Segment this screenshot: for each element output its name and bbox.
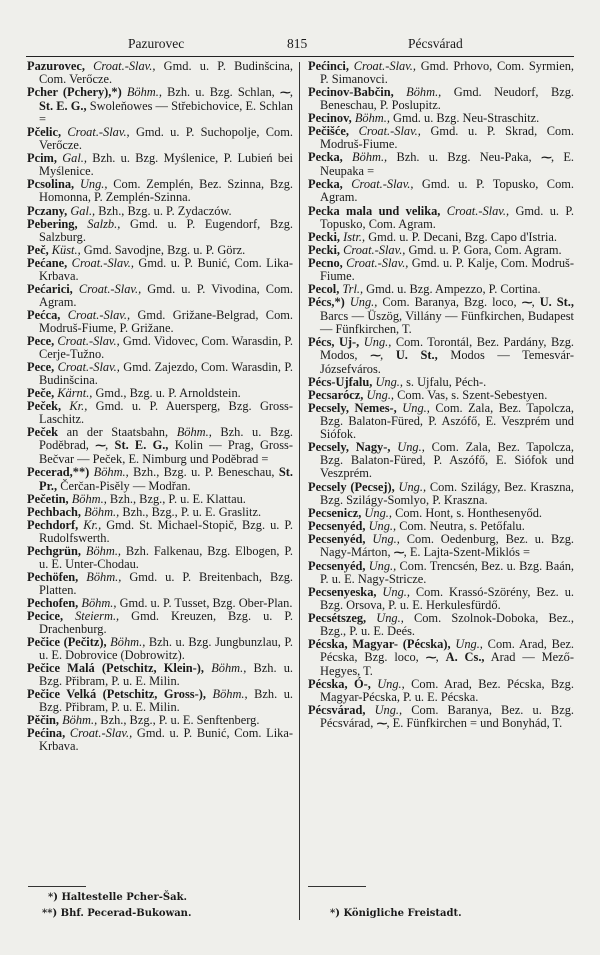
gazetteer-entry [27,727,293,753]
entry-text: , E. Lajta-Szent-Miklós = [403,544,531,559]
gazetteer-entry [308,612,574,638]
header-rule [26,56,574,57]
entry-term: Pece, [27,360,55,375]
entry-region: Ung., [74,177,108,192]
entry-region: Croat.-Slav., [61,125,130,140]
gazetteer-entry [308,560,574,586]
entry-text: Gmd. Zajezdo, Com. Warasdin, P. Budinšcina. [39,360,294,388]
entry-term: Pecice, [27,608,64,623]
entry-region: Ung., [372,375,403,390]
gazetteer-entry [27,309,293,335]
entry-term: U. St., [395,348,438,363]
post-horn-icon: ⁓ [393,546,404,559]
entry-text: Gmd. u. P. Budinšcina, Com. Verőcze. [39,59,294,87]
entry-region: Croat.-Slav., [65,726,133,741]
entry-region: Böhm., [205,687,248,702]
entry-term: Pecsenyéd, [308,518,366,533]
entry-text: Bzh. u. Bzg. Přibram, P. u. E. Milin. [39,661,294,689]
entry-term: St. E. G., [114,438,169,453]
gazetteer-entry [27,152,293,178]
entry-region: Croat.-Slav., [342,177,414,192]
entry-text: Bzh. u. Bzg. Poděbrad, [39,425,294,453]
entry-term: Pecka mala und velika, [308,203,441,218]
entry-term: Pécs-Ujfalu, [308,375,373,390]
entry-term: Pechofen, [27,595,79,610]
entry-text: Gmd. u. P. Bunić, Com. Lika-Krbava. [39,726,293,754]
entry-term: Pećca, [27,307,61,322]
entry-text: Bzh. u. Bzg. Neu-Paka, [387,150,541,165]
entry-region: Kr., [78,517,102,532]
entry-text: Com. Baranya, Bzg. loco, [377,294,522,309]
gazetteer-entry [308,86,574,112]
entry-term: Pecsely, Nagy-, [308,440,391,455]
entry-text: Gmd. u. P. Kalje, Com. Modruš-Fiume. [320,255,575,283]
entry-region: Böhm., [393,85,442,100]
entry-region: Ung., [370,677,405,692]
post-horn-icon: ⁓ [95,440,106,453]
entry-text: Com. Arad, Bez. Pécska, Bzg. loco, [320,637,574,665]
entry-text: Bzh. u. Bzg. Myślenice, P. Lubień bei Myślenice. [39,151,293,179]
entry-region: Croat.-Slav., [54,333,120,348]
entry-text: Gmd. Grižane-Belgrad, Com. Modruš-Fiume, P. Grižane. [39,307,294,335]
gazetteer-entry [308,178,574,204]
entry-region: Croat.-Slav., [348,124,421,139]
post-horn-icon: ⁓ [370,350,381,363]
entry-term: Pećarici, [27,281,73,296]
entry-region: Böhm., [81,543,122,558]
gazetteer-entry [27,519,293,545]
entry-term: Pecol, [308,281,340,296]
entry-text: Barcs — Üszög, Villány — Fünfkirchen, Budapest — Fünfkirchen, T. [320,308,574,336]
entry-region: Ung., [396,401,430,416]
entry-text: Bzh. u. Bzg. Přibram, P. u. E. Milin. [39,687,293,715]
entry-term: Pećina, [27,726,66,741]
entry-text: Com. Zala, Bez. Tapolcza, Bzg. Balaton-Füred, P. Aszófő, E. Veszprém und Siófok. [320,401,574,442]
entry-term: Pěčin, [27,713,59,728]
entry-region: Ung., [365,518,397,533]
entry-term: Pechöfen, [27,569,79,584]
entry-term: Pécska, Ó-, [308,677,371,692]
entry-term: Pécsvárad, [308,703,366,718]
entry-text: , E. Fünfkirchen = und Bonyhád, T. [386,716,563,731]
entry-term: Pechgrün, [27,543,82,558]
entry-term: Peček, [27,399,62,414]
entry-text: Com. Oedenburg, Bez. u. Bzg. Nagy-Márton, [320,531,574,559]
entry-term: Pecsétszeg, [308,610,367,625]
entry-text: Gmd. u. P. Auersperg, Bzg. Gross-Laschitz. [39,399,293,427]
post-horn-icon: ⁓ [540,152,551,165]
entry-region: Böhm., [106,635,146,650]
page-number: 815 [287,36,308,51]
entry-region: Steierm., [63,608,120,623]
entry-text: Com. Szolnok-Doboka, Bez., Bzg., P. u. E. Deés. [320,610,574,639]
post-horn-icon: ⁓ [279,87,290,100]
gazetteer-entry [308,402,574,441]
entry-region: Böhm., [78,595,117,610]
entry-text: s. Ujfalu, Péch-. [402,375,487,390]
entry-text: Gmd. Vidovec, Com. Warasdin, P. Cerje-Tužno. [39,333,294,362]
entry-term: A. Cs., [445,650,485,665]
entry-term: Peček [27,425,58,440]
entry-term: Pecka, [308,177,343,192]
gazetteer-entry [27,361,293,387]
gazetteer-entry [27,636,293,662]
post-horn-icon: ⁓ [521,296,532,309]
gazetteer-entry [308,151,574,178]
entry-text: Gmd. u. P. Suchopolje, Com. Verőcze. [39,125,293,153]
entry-term: Pecsenicz, [308,505,362,520]
gazetteer-entry [27,688,293,714]
entry-term: Pčelic, [27,125,62,140]
gazetteer-entry [27,610,293,636]
entry-text: Gmd. u. P. Eugendorf, Bzg. Salzburg. [39,216,293,244]
entry-region: Ung., [376,584,410,599]
post-horn-icon: ⁓ [425,652,436,665]
gazetteer-entry [27,426,293,466]
entry-text: Gmd. u. P. Tusset, Bzg. Ober-Plan. [116,595,293,610]
footnote: *) Haltestelle Pcher-Šak. [48,892,187,903]
gazetteer-entry [27,86,293,126]
entry-text: Gmd., Bzg. u. P. Arnoldstein. [92,386,241,401]
gazetteer-entry [308,704,574,731]
entry-text: Bzh. Falkenau, Bzg. Elbogen, P. u. E. Unter-Chodau. [39,543,294,571]
entry-text: , E. Neupaka = [320,150,574,179]
entry-term: Pečice (Pečitz), [27,635,107,650]
gazetteer-entry [27,283,293,309]
footnote-rule-right [308,886,366,887]
running-head-left: Pazurovec [128,36,185,51]
entry-text: Bzh., Bzg., P. u. E. Graslitz. [119,504,262,519]
entry-term: Pece, [27,333,55,348]
entry-text: Gmd. Neudorf, Bzg. Beneschau, P. Poslupitz. [320,85,574,113]
entry-region: Böhm., [121,85,162,100]
gazetteer-entry [27,400,293,426]
entry-text: Gmd. u. Bzg. Ampezzo, P. Cortina. [363,281,541,296]
entry-text: Com. Zala, Bez. Tapolcza, Bzg. Balaton-Füred, P. Aszófő, E. Siófok und Veszprém. [320,440,575,481]
entry-region: Croat.-Slav., [67,255,134,270]
entry-region: Böhm., [89,465,129,480]
entry-term: U. St., [539,294,574,309]
entry-region: Böhm., [342,150,388,165]
gazetteer-entry [27,545,293,571]
entry-text: Kolin — Prag, Gross-Bečvar — Peček, E. Nimburg und Poděbrad = [39,438,293,467]
entry-text: Com. Neutra, s. Petőfalu. [396,518,525,533]
entry-text: Bzh., Bzg., P. u. E. Klattau. [106,491,246,506]
entry-text: Com. Vas, s. Szent-Sebestyen. [394,388,548,403]
entry-text: , [531,294,540,309]
entry-term: Pecsenyéd, [308,558,366,573]
entry-term: Pečišće, [308,124,349,139]
entry-region: Küst., [48,242,81,257]
entry-term: Pečice Malá (Petschitz, Klein-), [27,661,205,676]
entry-text: Gmd. Kreuzen, Bzg. u. P. Drachenburg. [39,608,293,637]
entry-term: Pebering, [27,216,78,231]
entry-text: , [105,438,115,453]
gazetteer-entry [308,533,574,560]
running-head-right: Pécsvárad [408,36,463,51]
gazetteer-entry [27,178,293,204]
entry-region: Ung., [390,440,425,455]
entry-term: Pecsely, Nemes-, [308,401,397,416]
entry-region: Istr., [340,229,366,244]
entry-term: Pazurovec, [27,59,85,73]
entry-text: , [380,348,396,363]
entry-text: an der Staatsbahn, [57,425,177,440]
entry-region: Böhm., [351,111,390,126]
entry-region: Ung., [361,505,392,520]
gazetteer-entry [308,257,574,283]
entry-region: Ung., [365,703,403,718]
entry-region: Böhm., [81,504,120,519]
entry-region: Gal., [56,151,88,166]
gazetteer-entry [308,60,574,86]
gazetteer-entry [27,335,293,361]
entry-region: Böhm., [78,569,122,584]
entry-region: Croat.-Slav., [340,242,406,257]
gazetteer-entry [308,125,574,151]
entry-region: Ung., [394,479,427,494]
entry-term: Pechbach, [27,504,82,519]
gazetteer-entry [27,60,293,86]
entry-region: Gal., [67,203,96,218]
entry-term: Pecsarócz, [308,388,364,403]
entry-term: Pechdorf, [27,517,79,532]
gazetteer-entry [27,218,293,244]
entry-region: Croat.-Slav., [84,59,156,73]
entry-text: Gmd. St. Michael-Stopič, Bzg. u. P. Rudolfswerth. [39,517,293,545]
entry-term: Pecki, [308,242,340,257]
post-horn-icon: ⁓ [376,718,387,731]
entry-term: Peč, [27,242,49,257]
footnote-rule-left [28,886,86,887]
column-divider [299,62,300,920]
gazetteer-entry [27,662,293,688]
entry-region: Böhm., [59,713,98,728]
gazetteer-entry [308,678,574,704]
entry-text: Bzh. u. Bzg. Schlan, [161,85,280,100]
entry-region: Ung., [344,294,378,309]
entry-region: Croat.-Slav., [54,360,120,375]
gazetteer-entry [27,126,293,152]
entry-text: Gmd. u. P. Vivodina, Com. Agram. [39,281,294,309]
entry-region: Croat.-Slav., [342,255,409,270]
entry-term: Pecki, [308,229,340,244]
entry-region: Ung., [359,334,392,349]
entry-text: Gmd. u. P. Skrad, Com. Modruš-Fiume. [320,124,574,152]
entry-term: Pecinov, [308,111,352,126]
entry-region: Ung., [363,388,395,403]
entry-term: Pecsenyeska, [308,584,377,599]
footnote: **) Bhf. Pecerad-Bukowan. [42,908,192,919]
entry-term: Pecka, [308,150,343,165]
entry-text: Gmd. u. P. Topusko, Com. Agram. [320,203,574,231]
entry-region: Ung., [365,531,400,546]
footnote: *) Königliche Freistadt. [330,908,462,919]
entry-text: Bzh. u. Bzg. Jungbunzlau, P. u. E. Dobrovice (Dobrowitz). [39,635,294,663]
entry-region: Croat.-Slav., [440,203,510,218]
entry-term: Pécs, Uj-, [308,334,360,349]
entry-text: Swoleňowes — Střebichovice, E. Schlan = [39,99,293,127]
entry-text: Modos — Temesvár-Józsefváros. [320,348,575,377]
gazetteer-entry [27,257,293,283]
entry-text: Čerčan-Pisěly — Modřan. [57,478,191,493]
entry-term: Pecsenyéd, [308,531,366,546]
gazetteer-entry [27,466,293,492]
entry-region: Croat.-Slav., [72,281,142,296]
gazetteer-entry [308,205,574,231]
entry-text: Com. Szilágy, Bez. Kraszna, Bzg. Szilágy-Somlyo, P. Kraszna. [320,479,574,507]
entry-term: Pcsolina, [27,177,75,192]
entry-text: Arad — Mező-Hegyes, T. [320,650,574,679]
gazetteer-entry [308,481,574,507]
entry-region: Croat.-Slav., [60,307,131,322]
entry-text: Com. Hont, s. Honthesenyőd. [391,505,543,520]
entry-text: Com. Baranya, Bez. u. Bzg. Pécsvárad, [320,703,574,731]
right-column [308,60,574,731]
entry-region: Salzb., [77,216,121,231]
gazetteer-entry [308,441,574,480]
entry-text: Com. Zemplén, Bez. Szinna, Bzg. Homonna, P. Zemplén-Szinna. [39,177,293,205]
entry-region: Böhm., [204,661,247,676]
entry-region: Böhm., [176,425,212,440]
entry-region: Ung., [365,558,397,573]
entry-term: St. Pr., [39,465,293,493]
entry-region: Ung., [450,637,483,652]
entry-region: Böhm., [68,491,107,506]
entry-term: Pczany, [27,203,68,218]
entry-text: Gmd. Savodjne, Bzg. u. P. Görz. [80,242,246,257]
entry-term: Pecno, [308,255,343,270]
entry-term: Pcim, [27,151,57,166]
entry-text: Gmd. u. Bzg. Neu-Straschitz. [389,111,540,126]
entry-text: Gmd. Prhovo, Com. Syrmien, P. Simanovci. [320,59,574,87]
entry-term: Pecinov-Babčin, [308,85,394,100]
entry-text: Gmd. u. P. Decani, Bzg. Capo d'Istria. [365,229,557,244]
entry-term: Peče, [27,386,55,401]
entry-term: St. E. G., [39,99,87,114]
entry-text: Gmd. u. P. Gora, Com. Agram. [405,242,562,257]
entry-term: Pečice Velká (Petschitz, Gross-), [27,687,206,702]
gazetteer-entry [27,571,293,597]
entry-term: Pécs,*) [308,294,345,309]
entry-term: Pécska, Magyar- (Pécska), [308,637,451,652]
entry-text: , [289,85,293,100]
entry-text: Bzh., Bzg. u. P. Beneschau, [128,465,279,480]
gazetteer-entry [308,296,574,336]
entry-region: Kärnt., [54,386,93,401]
left-column [27,60,293,753]
entry-text: Com. Krassó-Szörény, Bez. u. Bzg. Orsova, P. u. E. Herkulesfürdő. [320,584,574,612]
entry-region: Croat.-Slav., [348,59,416,73]
entry-term: Pecsely (Pecsej), [308,479,395,494]
entry-region: Trl., [339,281,364,296]
entry-term: Pećane, [27,255,68,270]
entry-term: Pečetin, [27,491,69,506]
entry-term: Pećinci, [308,59,349,73]
entry-text: Gmd. u. P. Bunić, Com. Lika-Krbava. [39,255,293,283]
entry-term: Pcher (Pchery),*) [27,85,122,100]
gazetteer-entry [308,638,574,678]
entry-text: Gmd. u. P. Breitenbach, Bzg. Platten. [39,569,293,597]
entry-text: Com. Trencsén, Bez. u. Bzg. Baán, P. u. E. Nagy-Stricze. [320,558,574,586]
entry-term: Pecerad,**) [27,465,90,480]
entry-text: Gmd. u. P. Topusko, Com. Agram. [320,177,574,205]
gazetteer-entry [308,586,574,612]
entry-region: Kr., [61,399,88,414]
entry-text: Bzh., Bzg. u. P. Zydaczów. [95,203,232,218]
entry-text: Com. Arad, Bez. Pécska, Bzg. Magyar-Pécska, P. u. E. Pécska. [320,677,574,705]
entry-region: Ung., [366,610,404,625]
entry-text: Com. Torontál, Bez. Pardány, Bzg. Modos, [320,334,575,363]
entry-text: Bzh., Bzg., P. u. E. Senftenberg. [97,713,260,728]
gazetteer-entry [308,336,574,376]
entry-text: , [435,650,446,665]
